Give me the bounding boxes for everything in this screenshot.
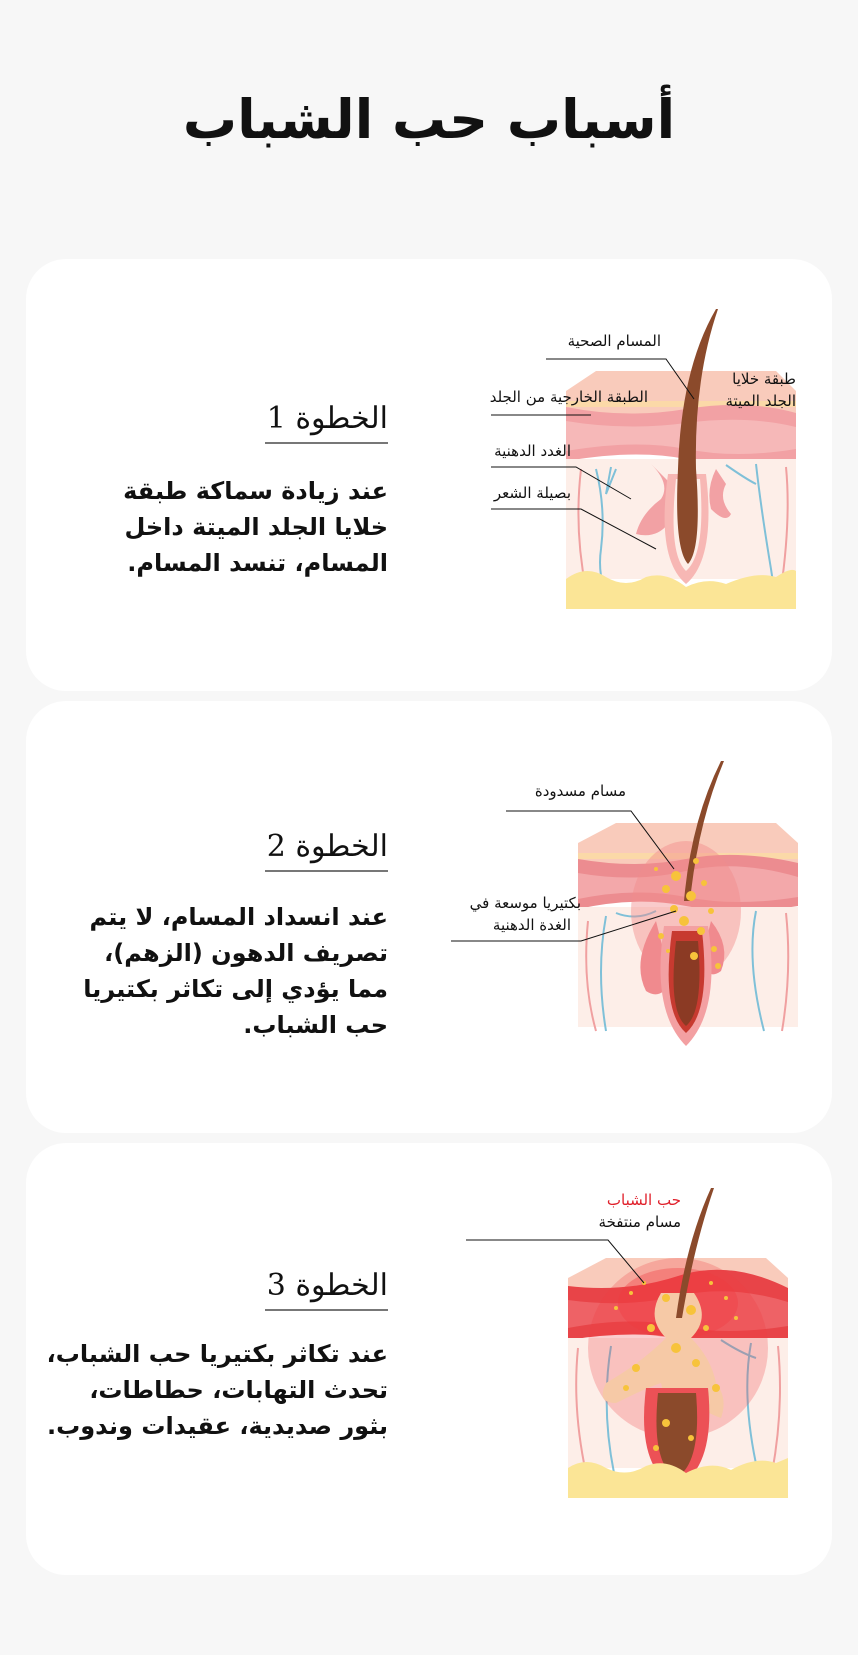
label-hair-bulb: بصيلة الشعر	[493, 484, 571, 502]
label-bacteria-line2: الغدة الدهنية	[492, 916, 571, 934]
step-heading: الخطوة 1	[265, 401, 388, 444]
label-acne: حب الشباب	[606, 1191, 681, 1209]
label-dead-cells-line1: طبقة خلايا	[732, 370, 796, 388]
step-card-3	[26, 1143, 832, 1575]
label-sebaceous-glands: الغدد الدهنية	[494, 442, 571, 460]
step-description: عند زيادة سماكة طبقة خلايا الجلد الميتة داخل المسام، تنسد المسام.	[123, 477, 388, 577]
step-heading: الخطوة 3	[265, 1268, 388, 1311]
step-description: عند انسداد المسام، لا يتم تصريف الدهون (الزهم)، مما يؤدي إلى تكاثر بكتيريا حب الشباب.	[83, 903, 388, 1039]
inflamed-pore-illustration	[466, 1188, 826, 1548]
label-blocked-pore: مسام مسدودة	[534, 782, 626, 800]
step-description: عند تكاثر بكتيريا حب الشباب، تحدث التهابات، حطاطات، بثور صديدية، عقيدات وندوب.	[46, 1340, 388, 1440]
skin-cross-section-icon	[466, 1188, 826, 1548]
step-card-1	[26, 259, 832, 691]
skin-cross-section-icon	[456, 309, 826, 649]
label-swollen-pore: مسام منتفخة	[598, 1213, 681, 1231]
label-bacteria-line1: بكتيريا موسعة في	[469, 894, 581, 912]
healthy-pore-illustration	[456, 309, 826, 649]
label-healthy-pore: المسام الصحية	[567, 332, 661, 350]
label-outer-layer: الطبقة الخارجية من الجلد	[489, 388, 648, 406]
page-title: أسباب حب الشباب	[182, 88, 676, 151]
step-heading: الخطوة 2	[265, 829, 388, 872]
blocked-pore-illustration	[446, 761, 826, 1091]
label-dead-cells-line2: الجلد الميتة	[725, 392, 796, 410]
step-card-2	[26, 701, 832, 1133]
